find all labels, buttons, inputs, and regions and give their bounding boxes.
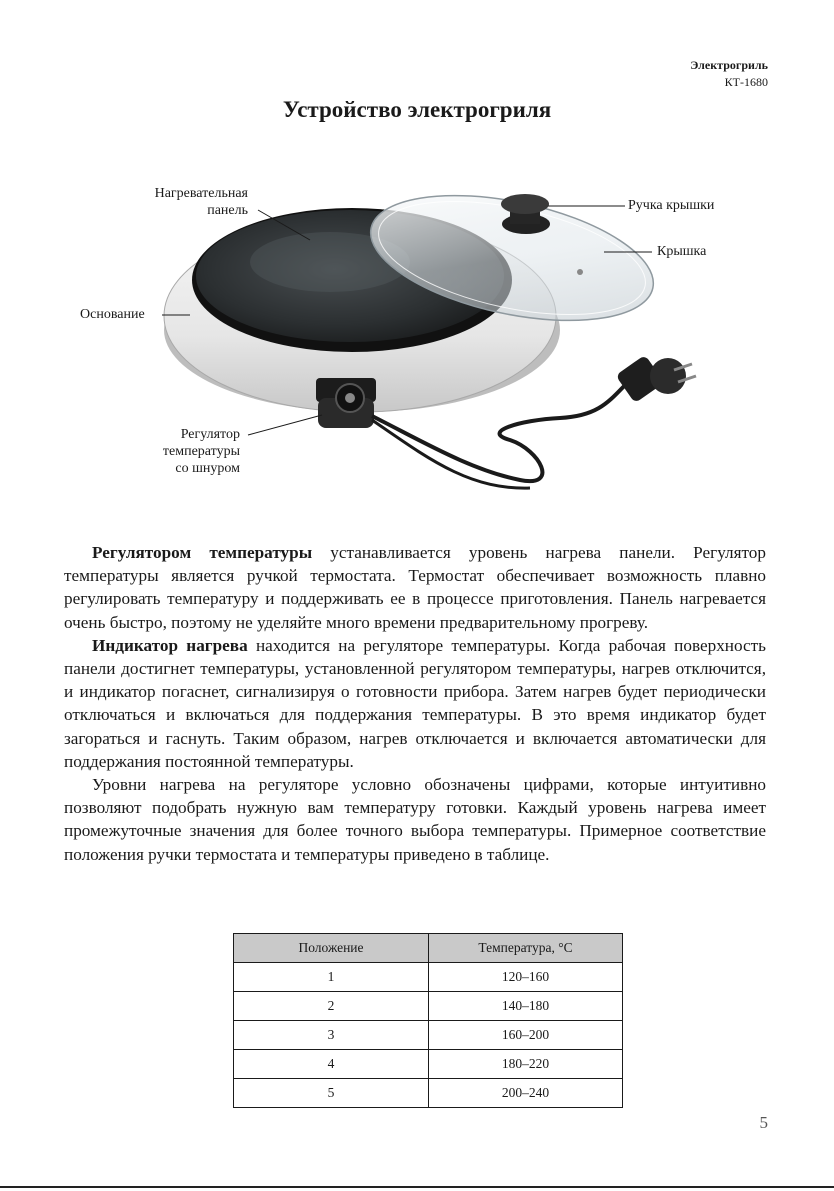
callout-base: Основание xyxy=(80,307,145,322)
callout-regulator-line2: температуры xyxy=(162,444,240,459)
page-number: 5 xyxy=(759,1113,768,1132)
page-title: Устройство электрогриля xyxy=(282,97,552,122)
term-indicator: Индикатор нагрева xyxy=(92,635,248,655)
callout-lid: Крышка xyxy=(657,244,707,259)
paragraph-levels xyxy=(64,773,766,866)
model-number: КТ-1680 xyxy=(724,75,768,89)
table-row xyxy=(234,963,623,992)
table-row xyxy=(234,992,623,1021)
paragraph-regulator xyxy=(64,541,766,634)
temperature-cell: 140–180 xyxy=(429,992,623,1021)
position-cell: 5 xyxy=(234,1079,429,1108)
temperature-cell: 120–160 xyxy=(429,963,623,992)
temperature-regulator xyxy=(316,378,376,428)
temperature-cell: 180–220 xyxy=(429,1050,623,1079)
callout-regulator xyxy=(120,426,240,477)
table-row xyxy=(234,1050,623,1079)
callout-regulator-line1: Регулятор xyxy=(180,427,240,442)
product-name: Электрогриль xyxy=(690,58,768,72)
power-plug xyxy=(616,355,696,403)
position-cell: 4 xyxy=(234,1050,429,1079)
paragraph-regulator-text: устанавливается уровень нагрева панели. Регулятор температуры является ручкой термостата. Термостат обеспечивает возможность плавно регулировать температуру и поддерживать ее в процессе приготовления. Панель нагревается очень быстро, поэтому не уделяйте много времени предварительному прогреву. xyxy=(64,543,766,632)
position-cell: 1 xyxy=(234,963,429,992)
callout-heating-panel-line2: панель xyxy=(207,203,248,218)
temperature-cell: 160–200 xyxy=(429,1021,623,1050)
table-header-row xyxy=(234,934,623,963)
paragraph-indicator-text: находится на регуляторе температуры. Когда рабочая поверхность панели достигнет температуры, установленной регулятором температуры, нагрев отключится, и индикатор погаснет, сигнализируя о готовности прибора. Затем нагрев будет периодически отключаться и включаться для поддержания температуры. В это время индикатор будет загораться и гаснуть. Таким образом, нагрев отключается и включается автоматически для поддержания постоянной температуры. xyxy=(64,635,766,771)
position-cell: 3 xyxy=(234,1021,429,1050)
bottom-rule xyxy=(0,1186,834,1188)
callout-heating-panel-line1: Нагревательная xyxy=(154,186,248,201)
term-regulator: Регулятором температуры xyxy=(92,543,313,562)
callout-regulator-line3: со шнуром xyxy=(175,461,240,476)
position-cell: 2 xyxy=(234,992,429,1021)
paragraph-levels-text: Уровни нагрева на регуляторе условно обозначены цифрами, которые интуитивно позволяют подобрать нужную вам температуру готовки. Каждый уровень нагрева имеет промежуточные значения для более точного выбора температуры. Примерное соответствие положения ручки термостата и температуры приведено в таблице. xyxy=(64,775,766,864)
table-row xyxy=(234,1079,623,1108)
callout-lid-handle: Ручка крышки xyxy=(628,198,715,213)
column-header-position: Положение xyxy=(234,934,429,963)
callout-heating-panel xyxy=(80,185,248,219)
temperature-table xyxy=(233,933,623,1108)
temperature-cell: 200–240 xyxy=(429,1079,623,1108)
table-row xyxy=(234,1021,623,1050)
column-header-temperature: Температура, °С xyxy=(429,934,623,963)
body-text xyxy=(64,541,766,866)
paragraph-indicator xyxy=(64,634,766,773)
